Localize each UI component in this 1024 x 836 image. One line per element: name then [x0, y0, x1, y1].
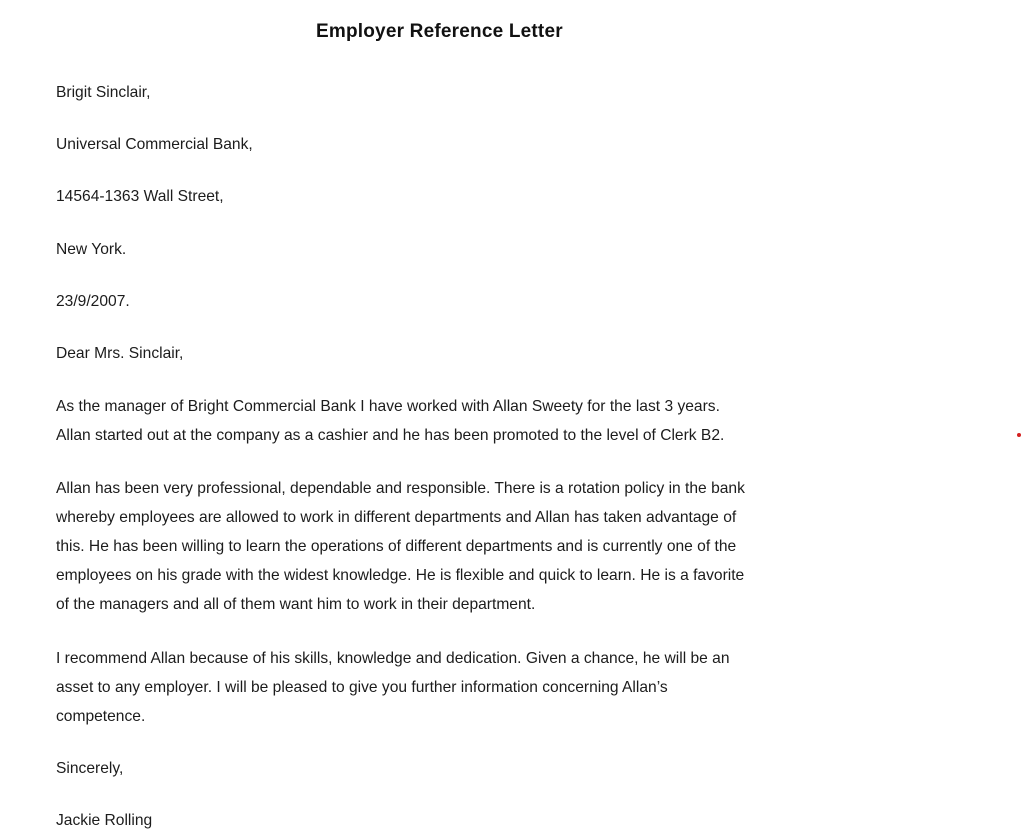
- document-title: Employer Reference Letter: [316, 21, 563, 42]
- paragraph-line: Allan has been very professional, dependable and responsible. There is a rotation policy in the bank: [56, 480, 745, 497]
- red-dot-marker: [1017, 433, 1021, 437]
- paragraph-line: asset to any employer. I will be pleased to give you further information concerning Allan’s: [56, 679, 668, 696]
- paragraph-line: competence.: [56, 708, 146, 725]
- paragraph-2: [56, 474, 745, 619]
- recipient-company: Universal Commercial Bank,: [56, 136, 253, 153]
- paragraph-line: I recommend Allan because of his skills, knowledge and dedication. Given a chance, he will be an: [56, 650, 730, 667]
- closing: Sincerely,: [56, 760, 124, 777]
- paragraph-line: Allan started out at the company as a cashier and he has been promoted to the level of Clerk B2.: [56, 427, 725, 444]
- recipient-city: New York.: [56, 241, 127, 258]
- paragraph-3: [56, 644, 730, 731]
- paragraph-line: of the managers and all of them want him to work in their department.: [56, 596, 536, 613]
- paragraph-line: As the manager of Bright Commercial Bank I have worked with Allan Sweety for the last 3 years.: [56, 398, 720, 415]
- recipient-street: 14564-1363 Wall Street,: [56, 188, 224, 205]
- recipient-name: Brigit Sinclair,: [56, 84, 151, 101]
- paragraph-line: employees on his grade with the widest knowledge. He is flexible and quick to learn. He is a favorite: [56, 567, 745, 584]
- salutation: Dear Mrs. Sinclair,: [56, 345, 184, 362]
- paragraph-1: [56, 392, 724, 450]
- signature-name: Jackie Rolling: [56, 812, 153, 829]
- paragraph-line: this. He has been willing to learn the operations of different departments and is currently one of the: [56, 538, 737, 555]
- paragraph-line: whereby employees are allowed to work in different departments and Allan has taken advantage of: [56, 509, 737, 526]
- letter-date: 23/9/2007.: [56, 293, 130, 310]
